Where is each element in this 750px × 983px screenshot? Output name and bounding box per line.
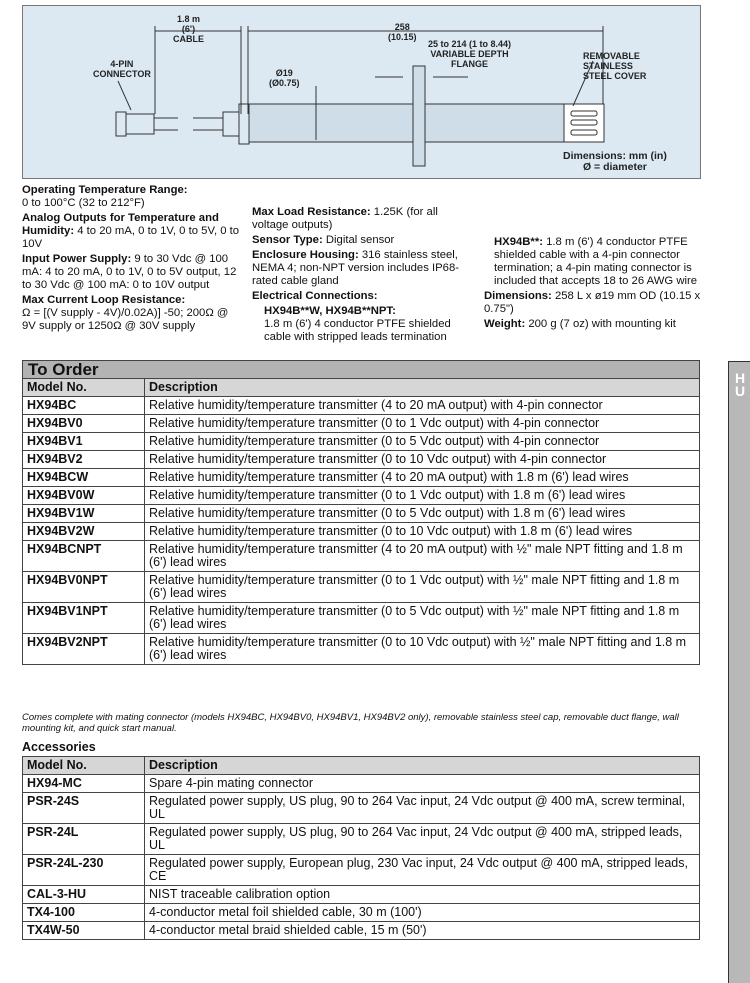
description: Relative humidity/temperature transmitter (0 to 10 Vdc output) with ½" male NPT fitting and 1.8 m (6') lead wires	[145, 634, 700, 665]
description: Relative humidity/temperature transmitter (0 to 1 Vdc output) with ½" male NPT fitting and 1.8 m (6') lead wires	[145, 572, 700, 603]
description: Relative humidity/temperature transmitter (0 to 5 Vdc output) with 1.8 m (6') lead wires	[145, 505, 700, 523]
flange-depth-label: 25 to 214 (1 to 8.44) VARIABLE DEPTH FLANGE	[428, 39, 512, 69]
model-number: TX4W-50	[23, 922, 145, 940]
description: Relative humidity/temperature transmitter (0 to 1 Vdc output) with 1.8 m (6') lead wires	[145, 487, 700, 505]
order-footnote: Comes complete with mating connector (models HX94BC, HX94BV0, HX94BV1, HX94BV2 only), removable stainless steel cap, removable duct flange, wall mounting kit, and quick start manual.	[22, 712, 679, 734]
model-number: TX4-100	[23, 904, 145, 922]
model-number: HX94BCW	[23, 469, 145, 487]
table-row	[23, 469, 700, 487]
specs-column-3: HX94B**: 1.8 m (6') 4 conductor PTFE shielded cable with a 4-pin connector termination; a 4-pin mating connector is included that accepts 18 to 26 AWG wire Dimensions: 258 L x ø19 mm OD (10.15 x 0.75") Weight: 200 g (7 oz) with mounting kit	[484, 236, 701, 330]
section-side-tab[interactable]: HU	[728, 361, 750, 983]
description: Regulated power supply, US plug, 90 to 264 Vac input, 24 Vdc output @ 400 mA, screw terminal, UL	[145, 793, 700, 824]
table-row	[23, 886, 700, 904]
table-row	[23, 451, 700, 469]
cable-length-label: 1.8 m (6') CABLE	[173, 14, 204, 44]
description: Regulated power supply, US plug, 90 to 264 Vac input, 24 Vdc output @ 400 mA, stripped leads, UL	[145, 824, 700, 855]
col-description: Description	[145, 757, 700, 775]
table-row	[23, 855, 700, 886]
table-row	[23, 397, 700, 415]
description: Relative humidity/temperature transmitter (0 to 1 Vdc output) with 4-pin connector	[145, 415, 700, 433]
product-dimension-diagram	[22, 5, 701, 179]
model-number: PSR-24S	[23, 793, 145, 824]
model-number: HX94BV2	[23, 451, 145, 469]
table-row	[23, 572, 700, 603]
specs-column-2: Max Load Resistance: 1.25K (for all voltage outputs) Sensor Type: Digital sensor Enclosure Housing: 316 stainless steel, NEMA 4; non-NPT version includes IP68-rated cable gland Electrical Connections: HX94B**W, HX94B**NPT: 1.8 m (6') 4 conductor PTFE shielded cable with stripped leads termination	[252, 206, 459, 343]
table-row	[23, 523, 700, 541]
dimensions-note: Dimensions: mm (in) Ø = diameter	[563, 150, 667, 173]
to-order-title: To Order	[23, 361, 700, 379]
table-row	[23, 824, 700, 855]
model-number: HX94BV1	[23, 433, 145, 451]
model-number: HX94BV1NPT	[23, 603, 145, 634]
table-row	[23, 775, 700, 793]
model-number: HX94BV1W	[23, 505, 145, 523]
table-row	[23, 904, 700, 922]
table-row	[23, 541, 700, 572]
connector-label: 4-PIN CONNECTOR	[93, 59, 151, 79]
model-number: HX94BV0W	[23, 487, 145, 505]
description: Relative humidity/temperature transmitter (0 to 10 Vdc output) with 4-pin connector	[145, 451, 700, 469]
model-number: HX94BCNPT	[23, 541, 145, 572]
model-number: HX94BV2W	[23, 523, 145, 541]
table-row	[23, 415, 700, 433]
accessories-table	[22, 756, 700, 940]
table-row	[23, 634, 700, 665]
diameter-label: Ø19 (Ø0.75)	[269, 68, 300, 88]
table-row	[23, 487, 700, 505]
overall-length-label: 258 (10.15)	[388, 22, 417, 42]
col-description: Description	[145, 379, 700, 397]
description: NIST traceable calibration option	[145, 886, 700, 904]
model-number: HX94BV0NPT	[23, 572, 145, 603]
description: Regulated power supply, European plug, 230 Vac input, 24 Vdc output @ 400 mA, stripped leads, CE	[145, 855, 700, 886]
table-row	[23, 505, 700, 523]
description: Spare 4-pin mating connector	[145, 775, 700, 793]
description: Relative humidity/temperature transmitter (0 to 5 Vdc output) with ½" male NPT fitting and 1.8 m (6') lead wires	[145, 603, 700, 634]
accessories-heading: Accessories	[22, 740, 96, 754]
model-number: HX94-MC	[23, 775, 145, 793]
table-row	[23, 603, 700, 634]
to-order-table	[22, 360, 700, 665]
description: Relative humidity/temperature transmitter (4 to 20 mA output) with 4-pin connector	[145, 397, 700, 415]
model-number: HX94BC	[23, 397, 145, 415]
description: Relative humidity/temperature transmitter (4 to 20 mA output) with 1.8 m (6') lead wires	[145, 469, 700, 487]
model-number: PSR-24L-230	[23, 855, 145, 886]
description: 4-conductor metal foil shielded cable, 30 m (100')	[145, 904, 700, 922]
col-model: Model No.	[23, 379, 145, 397]
specs-column-1: Operating Temperature Range: 0 to 100°C (32 to 212°F) Analog Outputs for Temperature and Humidity: 4 to 20 mA, 0 to 1V, 0 to 5V, 0 to 10V Input Power Supply: 9 to 30 Vdc @ 100 mA: 4 to 20 mA, 0 to 1V, 0 to 5V output, 12 to 30 Vdc @ 100 mA: 0 to 10V output Max Current Loop Resistance: Ω = [(V supply - 4V)/0.02A)] -50; 200Ω @ 9V supply or 1250Ω @ 30V supply	[22, 184, 240, 332]
model-number: HX94BV2NPT	[23, 634, 145, 665]
cover-label: REMOVABLE STAINLESS STEEL COVER	[583, 51, 647, 81]
col-model: Model No.	[23, 757, 145, 775]
description: Relative humidity/temperature transmitter (4 to 20 mA output) with ½" male NPT fitting and 1.8 m (6') lead wires	[145, 541, 700, 572]
model-number: PSR-24L	[23, 824, 145, 855]
table-row	[23, 922, 700, 940]
description: Relative humidity/temperature transmitter (0 to 5 Vdc output) with 4-pin connector	[145, 433, 700, 451]
table-row	[23, 433, 700, 451]
model-number: HX94BV0	[23, 415, 145, 433]
table-row	[23, 793, 700, 824]
description: 4-conductor metal braid shielded cable, 15 m (50')	[145, 922, 700, 940]
description: Relative humidity/temperature transmitter (0 to 10 Vdc output) with 1.8 m (6') lead wires	[145, 523, 700, 541]
model-number: CAL-3-HU	[23, 886, 145, 904]
